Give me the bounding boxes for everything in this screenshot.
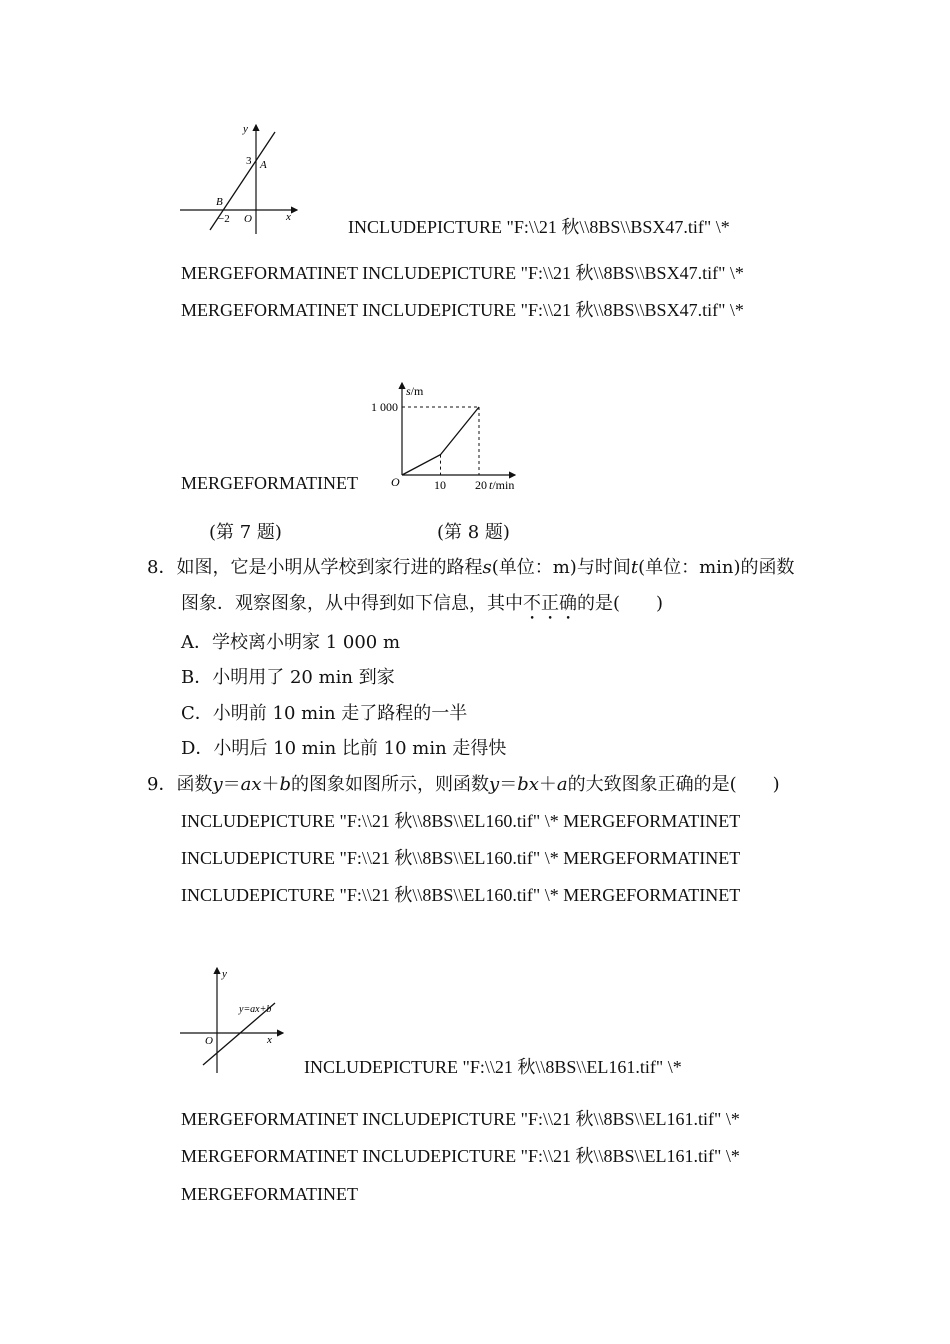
- tick-neg2: −2: [218, 213, 230, 225]
- option-d[interactable]: D．小明后 10 min 比前 10 min 走得快: [181, 738, 507, 759]
- x-axis-label: t/min: [489, 478, 515, 492]
- y-label: y: [243, 123, 248, 135]
- option-a[interactable]: A．学校离小明家 1 000 m: [181, 632, 401, 653]
- figure-q7-graph: [175, 122, 305, 237]
- emphasis-text: 不正确: [523, 593, 577, 614]
- option-b[interactable]: B．小明用了 20 min 到家: [181, 667, 395, 688]
- tick-20: 20: [475, 478, 487, 492]
- include-line: MERGEFORMATINET INCLUDEPICTURE "F:\\21 秋\\8BS\\BSX47.tif" \*: [181, 263, 744, 283]
- include-line: MERGEFORMATINET INCLUDEPICTURE "F:\\21 秋\\8BS\\EL161.tif" \*: [181, 1109, 740, 1129]
- origin-label: O: [205, 1035, 213, 1047]
- point-a-label: A: [260, 159, 267, 171]
- distance-time-line: [402, 407, 479, 475]
- point-b-label: B: [216, 196, 223, 208]
- include-line: INCLUDEPICTURE "F:\\21 秋\\8BS\\BSX47.tif" \*: [348, 217, 730, 237]
- equation-label: y=ax+b: [239, 1004, 272, 1015]
- figure-q9-graph: [175, 965, 295, 1075]
- origin-label: O: [244, 213, 252, 225]
- figure-q8-graph: [365, 380, 535, 495]
- include-line: MERGEFORMATINET: [181, 1184, 359, 1204]
- include-line: MERGEFORMATINET INCLUDEPICTURE "F:\\21 秋\\8BS\\BSX47.tif" \*: [181, 300, 744, 320]
- question-8-line1: 8．如图，它是小明从学校到家行进的路程s(单位：m)与时间t(单位：min)的函数: [147, 557, 795, 578]
- question-number: 9．: [147, 774, 177, 795]
- tick-10: 10: [434, 478, 446, 492]
- include-line: INCLUDEPICTURE "F:\\21 秋\\8BS\\EL160.tif" \* MERGEFORMATINET: [181, 811, 741, 831]
- y-axis-label: s/m: [406, 384, 424, 398]
- caption-q7: (第 7 题): [209, 522, 282, 543]
- x-label: x: [286, 211, 291, 223]
- option-c[interactable]: C．小明前 10 min 走了路程的一半: [181, 703, 468, 724]
- origin-label: O: [391, 475, 400, 489]
- x-label: x: [267, 1034, 272, 1046]
- caption-q8: (第 8 题): [437, 522, 510, 543]
- question-9-line1: 9．函数y＝ax＋b的图象如图所示，则函数y＝bx＋a的大致图象正确的是( ): [147, 774, 780, 795]
- tick-3: 3: [246, 155, 252, 167]
- question-number: 8．: [147, 557, 177, 578]
- include-line: INCLUDEPICTURE "F:\\21 秋\\8BS\\EL160.tif" \* MERGEFORMATINET: [181, 848, 741, 868]
- include-line: MERGEFORMATINET INCLUDEPICTURE "F:\\21 秋\\8BS\\EL161.tif" \*: [181, 1146, 740, 1166]
- include-line: MERGEFORMATINET: [181, 473, 359, 493]
- include-line: INCLUDEPICTURE "F:\\21 秋\\8BS\\EL160.tif" \* MERGEFORMATINET: [181, 885, 741, 905]
- y-label: y: [222, 968, 227, 980]
- tick-1000: 1 000: [371, 400, 398, 414]
- include-line: INCLUDEPICTURE "F:\\21 秋\\8BS\\EL161.tif" \*: [304, 1057, 682, 1077]
- question-8-line2: 图象．观察图象，从中得到如下信息，其中不正确的是( ): [181, 593, 664, 614]
